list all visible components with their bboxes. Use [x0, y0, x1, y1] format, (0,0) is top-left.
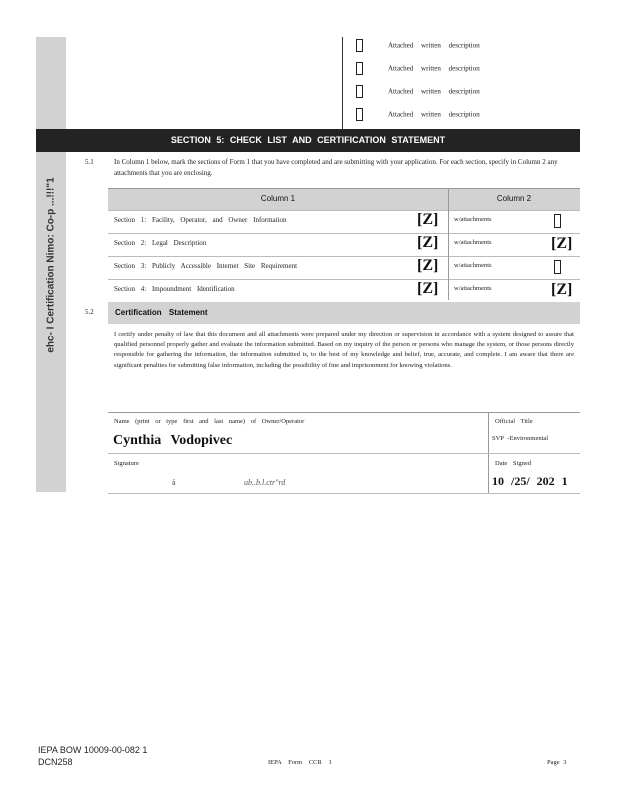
- signature-value[interactable]: ub..b.l.ctr"rd: [244, 478, 286, 487]
- date-value[interactable]: 10 /25/ 202 1: [492, 474, 568, 488]
- checkbox[interactable]: [356, 39, 363, 52]
- footer-page: Page 3: [547, 759, 567, 766]
- column-1-header: Column 1: [260, 194, 296, 203]
- table-row: [108, 233, 580, 256]
- sidebar-label-wrap: [36, 37, 66, 492]
- footer-id: IEPA BOW 10009-00-082 1: [38, 745, 148, 755]
- attachment-row[interactable]: [356, 62, 576, 78]
- attachment-row[interactable]: [356, 85, 576, 101]
- column-2-header: Column 2: [496, 194, 532, 203]
- item-number: 5.1: [85, 158, 94, 166]
- divider: [108, 412, 580, 413]
- footer-dcn: DCN258: [38, 757, 73, 767]
- attachments-label: w/attachments: [454, 239, 492, 246]
- col2-mark[interactable]: [Z]: [551, 281, 573, 298]
- table-row: [108, 210, 580, 233]
- title-label: Official Title: [495, 418, 533, 425]
- certification-text: I certify under penalty of law that this document and all attachments were prepared under my direction or supervision in accordance with a system designed to assure that qualified personnel properly gather and evaluate the information submitted. Based on my inquiry of the person or persons who manage the system, or those persons directly responsible for gathering the information, the information submitted is, to the best of my knowledge and belief, true, accurate, and complete. I am aware that there are significant penalties for submitting false information, including the possibility of fine and imprisonment for knowing violations.: [114, 331, 574, 369]
- signature-label: Signature: [114, 460, 139, 467]
- attachment-row[interactable]: [356, 108, 576, 124]
- table-row: [108, 256, 580, 279]
- table-row: [108, 279, 580, 302]
- divider: [108, 453, 580, 454]
- row-label: Section 3: Publicly Accessible Internet Site Requirement: [114, 262, 298, 270]
- col1-mark[interactable]: [Z]: [417, 234, 439, 251]
- name-label: Name (print or type first and last name) of Owner/Operator: [114, 418, 305, 425]
- attachment-label: Attached written description: [388, 87, 480, 96]
- attachments-label: w/attachments: [454, 285, 492, 292]
- attachments-label: w/attachments: [454, 262, 492, 269]
- checkbox[interactable]: [356, 85, 363, 98]
- col1-mark[interactable]: [Z]: [417, 280, 439, 297]
- attachment-label: Attached written description: [388, 64, 480, 73]
- row-label: Section 2: Legal Description: [114, 239, 207, 247]
- attachment-label: Attached written description: [388, 110, 480, 119]
- attachment-row[interactable]: [356, 39, 576, 55]
- divider: [108, 493, 580, 494]
- col1-mark[interactable]: [Z]: [417, 257, 439, 274]
- row-label: Section 4: Impoundment Identification: [114, 285, 235, 293]
- certification-title: Certification Statement: [115, 308, 208, 317]
- checkbox[interactable]: [554, 214, 561, 228]
- col1-mark[interactable]: [Z]: [417, 211, 439, 228]
- col2-mark[interactable]: [Z]: [551, 235, 573, 252]
- checkbox[interactable]: [356, 62, 363, 75]
- footer-form: IEPA Form CCR 1: [268, 759, 332, 766]
- row-label: Section 1: Facility, Operator, and Owner Information: [114, 216, 287, 224]
- date-label: Date Signed: [495, 460, 531, 467]
- table-divider: [448, 188, 449, 300]
- attachment-label: Attached written description: [388, 41, 480, 50]
- title-value[interactable]: SVP -Environmental: [492, 435, 549, 442]
- section-title: SECTION 5: CHECK LIST AND CERTIFICATION STATEMENT: [170, 135, 446, 145]
- attachments-label: w/attachments: [454, 216, 492, 223]
- item-number: 5.2: [85, 308, 94, 316]
- attachments-divider: [342, 37, 343, 129]
- checkbox[interactable]: [554, 260, 561, 274]
- signature-mark: á: [172, 478, 176, 487]
- sidebar-label: ehc- I Certification Nimo: Co-p ...!!!"1: [45, 176, 57, 353]
- instruction-text: In Column 1 below, mark the sections of Form 1 that you have completed and are submitting with your application. For each section, specify in Column 2 any attachments that you are enclosing.: [114, 158, 558, 177]
- checkbox[interactable]: [356, 108, 363, 121]
- name-value[interactable]: Cynthia Vodopivec: [113, 433, 233, 448]
